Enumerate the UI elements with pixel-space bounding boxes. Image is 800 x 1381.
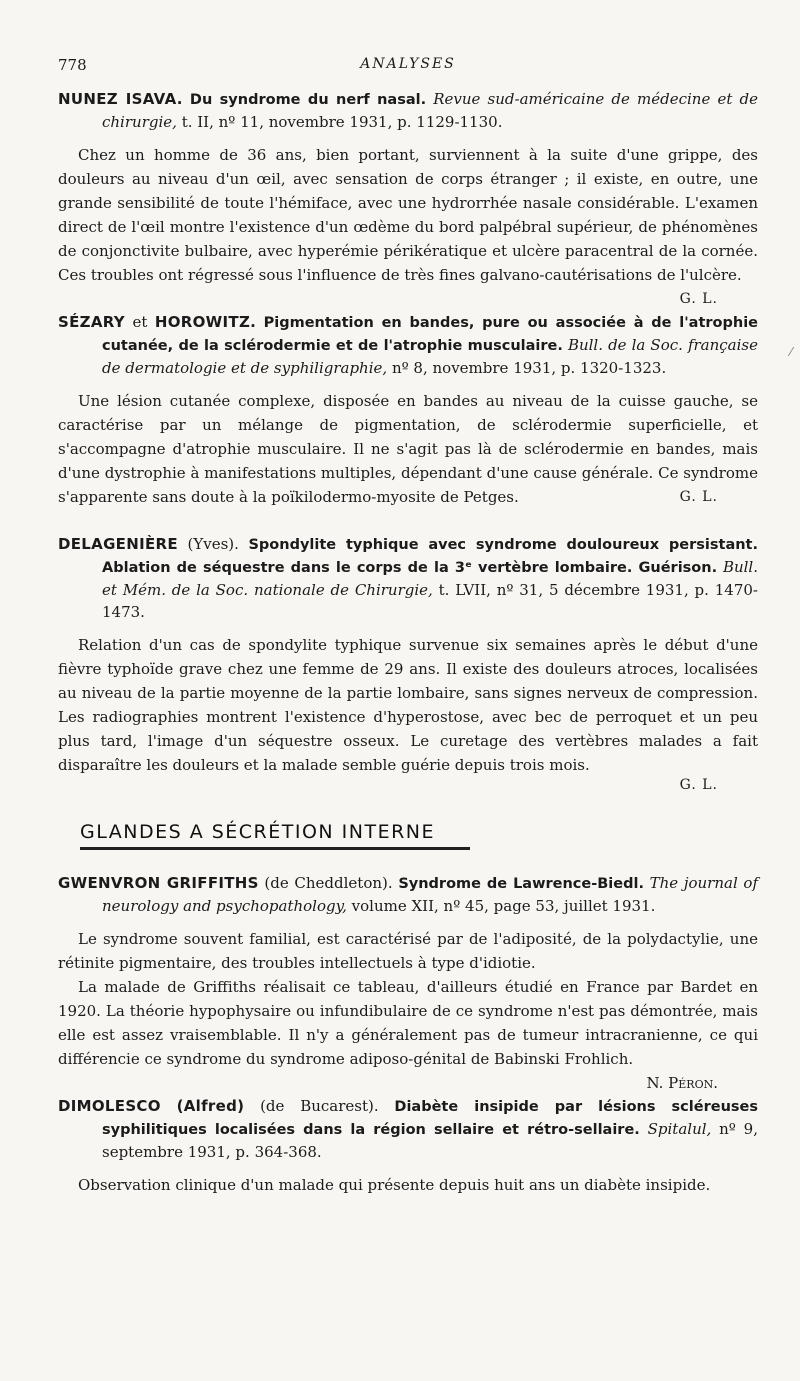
citation: t. II, nº 11, novembre 1931, p. 1129-1130. (181, 113, 503, 131)
citation: nº 9, septembre 1931, p. 364-368. (102, 1120, 758, 1161)
reference (58, 1095, 758, 1163)
running-title: ANALYSES (360, 56, 456, 72)
abstract-entry (58, 88, 758, 307)
author: HOROWITZ. (154, 313, 257, 331)
author: DIMOLESCO (58, 1097, 161, 1115)
abstract-entry (58, 872, 758, 1092)
journal: Bull. de la Soc. française de dermatologie et de syphiligraphie, (102, 336, 758, 377)
article-title: Syndrome de Lawrence-Biedl. (398, 876, 644, 892)
citation: volume XII, nº 45, page 53, juillet 1931. (351, 897, 656, 915)
abstract-body: Le syndrome souvent familial, est caractérisé par de l'adiposité, de la polydactylie, une rétinite pigmentaire, des troubles intellectuels à type d'idiotie. (58, 930, 758, 972)
signature: N. Péron. (646, 1074, 718, 1092)
signature: G. L. (679, 777, 718, 793)
journal: Spitalul, (647, 1120, 712, 1138)
article-title: Diabète insipide par lésions scléreuses syphilitiques localisées dans la région sellaire et rétro-sellaire. (102, 1099, 758, 1138)
abstract-entry (58, 1095, 758, 1197)
citation: nº 8, novembre 1931, p. 1320-1323. (391, 359, 667, 377)
author-connector: et (132, 313, 148, 331)
page (58, 50, 758, 1221)
affiliation: (de Bucarest). (260, 1097, 379, 1115)
signature: G. L. (679, 291, 718, 307)
signature: G. L. (679, 489, 718, 505)
citation: t. LVII, nº 31, 5 décembre 1931, p. 1470-1473. (102, 581, 758, 621)
author-firstname: (Yves). (187, 535, 239, 553)
abstract-body: Chez un homme de 36 ans, bien portant, surviennent à la suite d'une grippe, des douleurs au niveau d'un œil, avec sensation de corps étranger ; il existe, en outre, une grande sensibilité de toute l'hémiface, avec une hydrorrhée nasale considérable. L'examen direct de l'œil montre l'existence d'un œdème du bord palpébral supérieur, de phénomènes de conjonctivite bulbaire, avec hyperémie périkératique et ulcère paracentral de la cornée. Ces troubles ont régressé sous l'influence de très fines galvano-cautérisations de l'ulcère. G. L. (58, 143, 758, 287)
journal: Bull. et Mém. de la Soc. nationale de Chirurgie, (102, 558, 758, 599)
abstract-body: Relation d'un cas de spondylite typhique survenue six semaines après le début d'une fièvre typhoïde grave chez une femme de 29 ans. Il existe des douleurs atroces, localisées au niveau de la partie moyenne de la partie lombaire, sans signes nerveux de compression. Les radiographies montrent l'existence d'hyperostose, avec bec de perroquet et un peu plus tard, l'image d'un séquestre osseux. Le curetage des vertèbres malades a fait disparaître les douleurs et la malade semble guérie depuis trois mois. (58, 636, 758, 774)
author-firstname: (Alfred) (176, 1097, 245, 1115)
reference (58, 872, 758, 917)
running-head (58, 50, 758, 78)
page-number: 778 (58, 56, 87, 74)
journal: Revue sud-américaine de médecine et de chirurgie, (102, 90, 758, 131)
author: SÉZARY (58, 313, 125, 331)
author: DELAGENIÈRE (58, 535, 178, 553)
reference (58, 533, 758, 623)
article-title: Du syndrome du nerf nasal. (189, 92, 427, 108)
author: GWENVRON GRIFFITHS (58, 874, 259, 892)
abstract-body: Observation clinique d'un malade qui présente depuis huit ans un diabète insipide. (78, 1176, 711, 1194)
reference (58, 88, 758, 133)
reference (58, 311, 758, 379)
journal: The journal of neurology and psychopathology, (102, 874, 758, 915)
abstract-body: La malade de Griffiths réalisait ce tableau, d'ailleurs étudié en France par Bardet en 1920. La théorie hypophysaire ou infundibulaire de ce syndrome n'est pas démontrée, mais elle est assez vraisemblable. Il n'y a généralement pas de tumeur intracranienne, ce qui différencie ce syndrome du syndrome adiposo-génital de Babinski Frohlich. N. Péron. (58, 975, 758, 1071)
author: NUNEZ ISAVA. (58, 90, 183, 108)
abstract-entry (58, 311, 758, 509)
affiliation: (de Cheddleton). (264, 874, 393, 892)
abstract-body: Une lésion cutanée complexe, disposée en bandes au niveau de la cuisse gauche, se caractérise par un mélange de pigmentation, de sclérodermie superficielle, et s'accompagne d'atrophie musculaire. Il ne s'agit pas là de sclérodermie en bandes, mais d'une dystrophie à manifestations multiples, dépendant d'une cause générale. Ce syndrome s'apparente sans doute à la poïkilodermo-myosite de Petges. G. L. (58, 389, 758, 509)
margin-mark: ⁄ (789, 345, 792, 359)
abstract-entry (58, 533, 758, 793)
section-rule (80, 847, 470, 850)
section-title: GLANDES A SÉCRÉTION INTERNE (80, 821, 436, 843)
article-title: Spondylite typhique avec syndrome douloureux persistant. Ablation de séquestre dans le corps de la 3ᵉ vertèbre lombaire. Guérison. (102, 537, 759, 576)
article-title: Pigmentation en bandes, pure ou associée à de l'atrophie cutanée, de la sclérodermie et de l'atrophie musculaire. (102, 315, 758, 354)
section-heading (80, 821, 470, 850)
